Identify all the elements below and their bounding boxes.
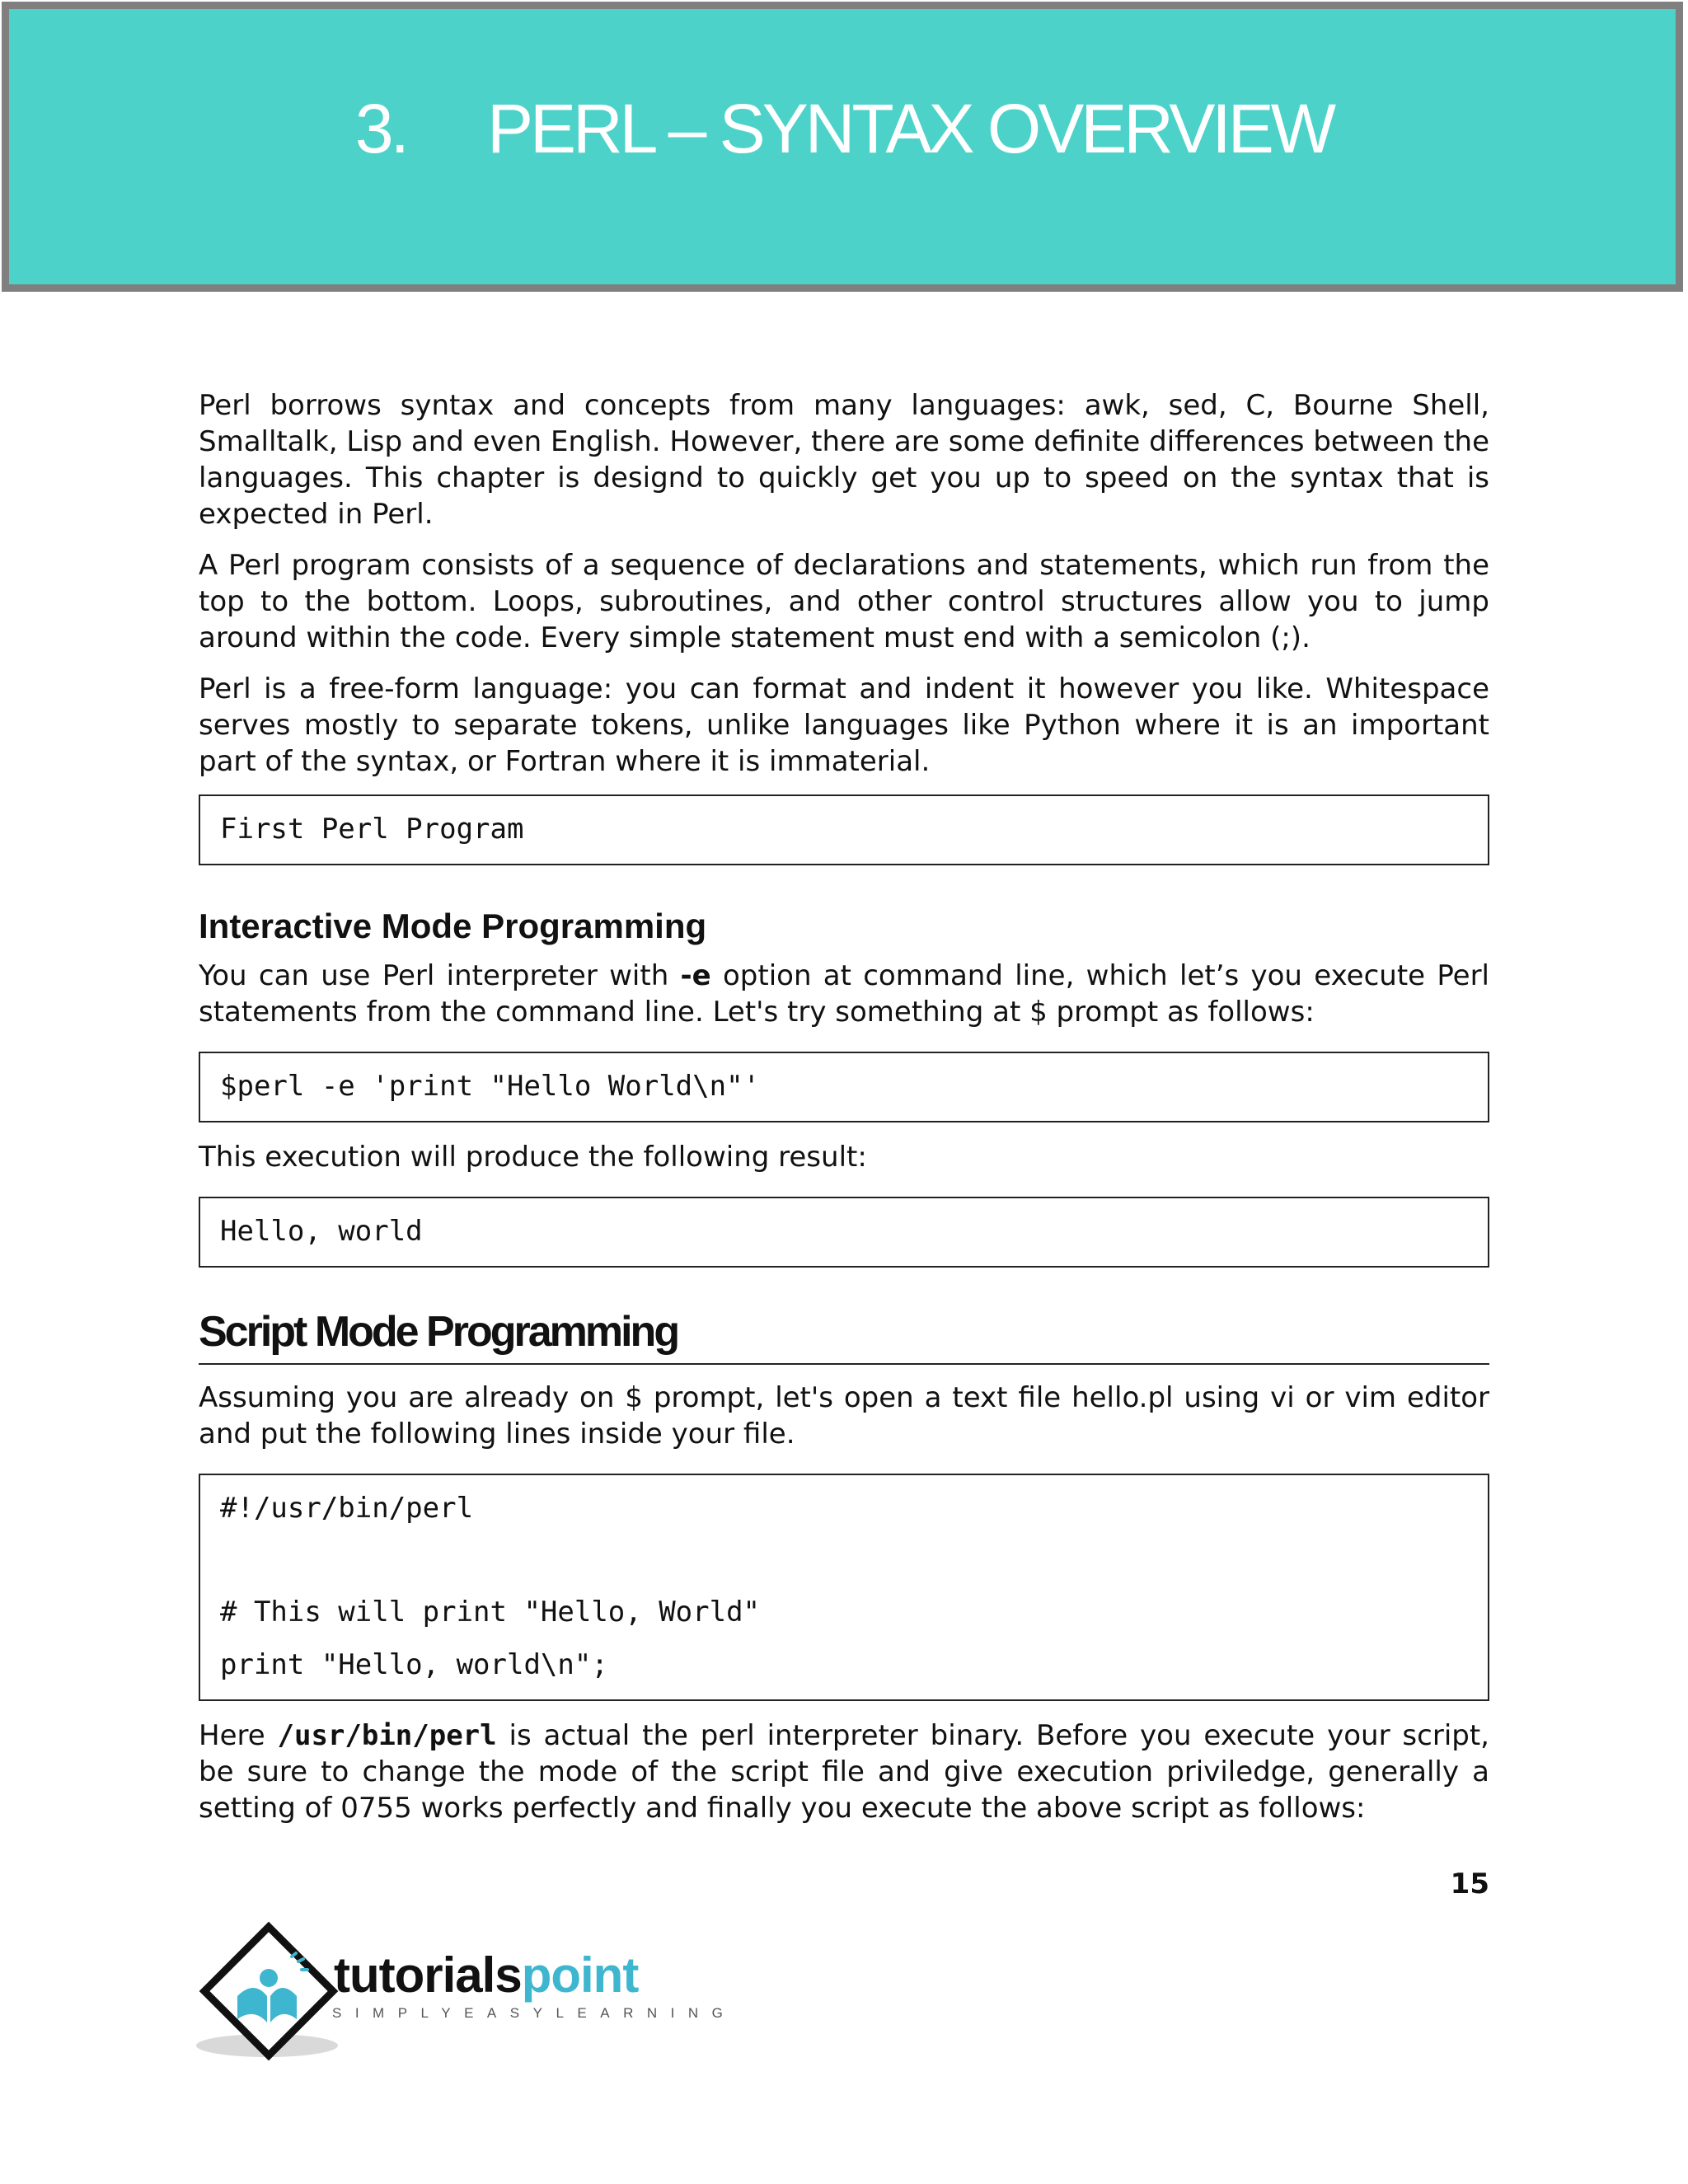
chapter-number: 3.	[354, 90, 406, 167]
script-mode-intro: Assuming you are already on $ prompt, let's open a text file hello.pl using vi or vim editor and put the following lines inside your file.	[199, 1381, 1489, 1451]
intro-paragraph-1: Perl borrows syntax and concepts from many languages: awk, sed, C, Bourne Shell, Smalltalk, Lisp and even English. However, there are some definite differences between the languages. This chapter is designd to quickly get you up to speed on the syntax that is expected in Perl.	[199, 389, 1489, 531]
page-content	[199, 387, 1489, 1841]
interactive-command-box: $perl -e 'print "Hello World\n"'	[199, 1052, 1489, 1122]
tutorialspoint-logo-icon	[195, 1920, 343, 2069]
e-option: -e	[680, 959, 711, 992]
code-line-print: print "Hello, world\n";	[220, 1648, 608, 1681]
intro-paragraph-3: Perl is a free-form language: you can format and indent it however you like. Whitespace serves mostly to separate tokens, unlike languages like Python where it is an important part of the syntax, or Fortran where it is immaterial.	[199, 673, 1489, 778]
explanation-text: is actual the perl interpreter binary. Before you execute your script, be sure to change the mode of the script file and give execution priviledge, generally a setting of 0755 works perfectly and finally you execute the above script as follows:	[199, 1719, 1489, 1825]
first-program-box: First Perl Program	[199, 794, 1489, 865]
interactive-mode-paragraph	[199, 958, 1489, 1030]
interactive-text-after: option at command line, which let’s you execute Perl statements from the command line. Let's try something at $ prompt as follows:	[199, 959, 1489, 1029]
logo-tagline: SIMPLYEASYLEARNING	[332, 2005, 737, 2021]
logo-wordmark	[334, 1947, 638, 2004]
perl-path: /usr/bin/perl	[277, 1719, 497, 1752]
chapter-title-text: PERL – SYNTAX OVERVIEW	[486, 90, 1334, 167]
chapter-title	[0, 89, 1688, 169]
intro-paragraph-2: A Perl program consists of a sequence of declarations and statements, which run from the top to the bottom. Loops, subroutines, and other control structures allow you to jump around within the code. Every simple statement must end with a semicolon (;).	[199, 549, 1489, 654]
script-code-box	[199, 1474, 1489, 1701]
result-box: Hello, world	[199, 1197, 1489, 1268]
page-number: 15	[1450, 1868, 1489, 1900]
logo-head	[260, 1969, 278, 1987]
explanation-prefix: Here	[199, 1719, 278, 1752]
script-mode-heading: Script Mode Programming	[199, 1307, 1489, 1365]
result-intro: This execution will produce the following result:	[199, 1141, 867, 1174]
logo-word-dark: tutorials	[334, 1947, 522, 2003]
interactive-text-before: You can use Perl interpreter with	[199, 959, 681, 992]
code-line-shebang: #!/usr/bin/perl	[220, 1492, 474, 1525]
logo-word-blue: point	[521, 1947, 639, 2003]
logo-diamond	[204, 1927, 333, 2055]
code-blank-line	[220, 1526, 1468, 1594]
interactive-mode-heading: Interactive Mode Programming	[199, 907, 707, 945]
code-line-comment: # This will print "Hello, World"	[220, 1596, 761, 1629]
script-explanation	[199, 1718, 1489, 1826]
